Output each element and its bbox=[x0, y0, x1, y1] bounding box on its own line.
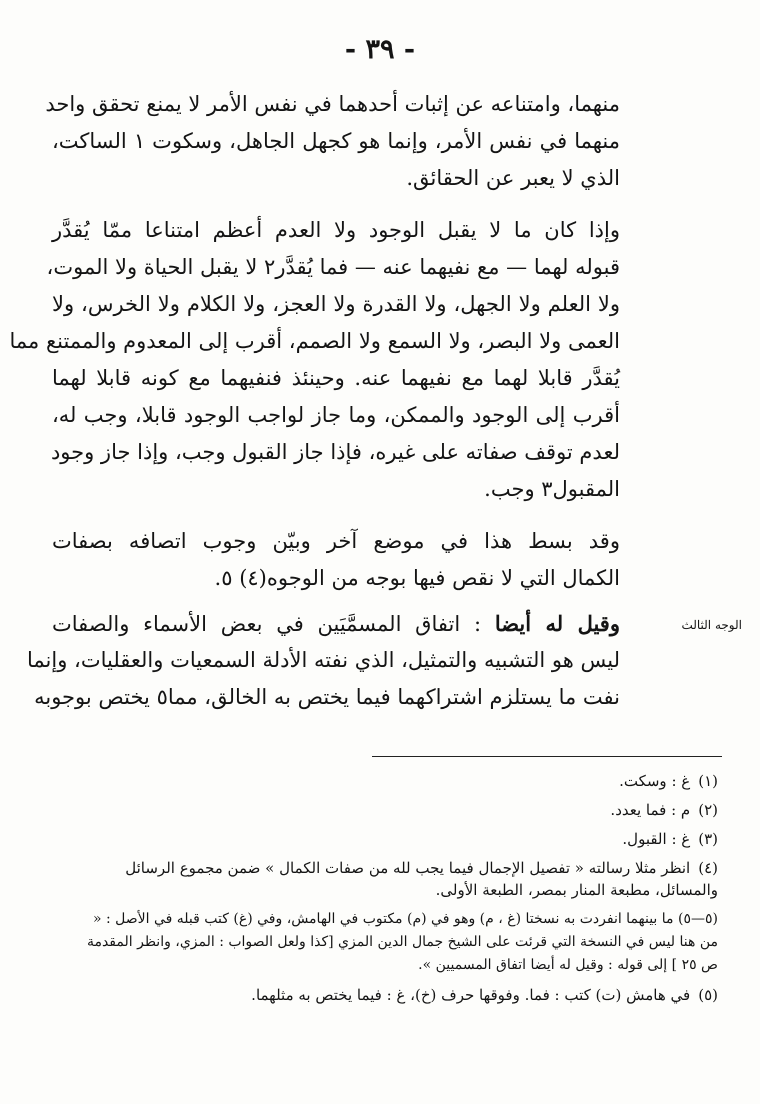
text-line bbox=[52, 605, 620, 642]
footnote-number: (٣) bbox=[698, 830, 718, 848]
text-line: لعدم توقف صفاته على غيره، فإذا جاز القبول وجب، وإذا جاز وجود bbox=[50, 440, 620, 464]
footnote-item bbox=[78, 828, 718, 850]
footnote-item bbox=[78, 984, 718, 1006]
text-line: المقبول٣ وجب. bbox=[484, 477, 620, 501]
text-line: وإذا كان ما لا يقبل الوجود ولا العدم أعظم امتناعا ممّا يُقدَّر bbox=[52, 218, 620, 242]
text-line-rest: : اتفاق المسمَّيَين في بعض الأسماء والصفات bbox=[52, 612, 482, 636]
margin-note: الوجه الثالث bbox=[681, 618, 742, 632]
text-line: العمى ولا البصر، ولا السمع ولا الصمم، أقرب إلى المعدوم والممتنع مما bbox=[9, 329, 620, 353]
text-line: قبوله لهما — مع نفيهما عنه — فما يُقدَّر٢ لا يقبل الحياة ولا الموت، bbox=[46, 255, 620, 279]
text-line: الذي لا يعبر عن الحقائق. bbox=[406, 166, 620, 190]
text-line: منهما في نفس الأمر، وإنما هو كجهل الجاهل، وسكوت ١ الساكت، bbox=[52, 129, 620, 153]
footnote-number: (٢) bbox=[698, 801, 718, 819]
page-number: - ٣٩ - bbox=[344, 34, 416, 65]
footnote-text: غ : وسكت. bbox=[619, 772, 691, 790]
footnote-divider bbox=[372, 756, 722, 757]
footnote-number: (٤) bbox=[698, 859, 718, 877]
footnotes bbox=[78, 770, 718, 1013]
footnote-item bbox=[78, 770, 718, 792]
text-line: نفت ما يستلزم اشتراكهما فيما يختص به الخالق، مما٥ يختص بوجوبه bbox=[34, 685, 620, 709]
footnote-text: (٥—٥) ما بينهما انفردت به نسختا (غ ، م) وهو في (م) مكتوب في الهامش، وفي (غ) كتب قبله في الأصل : « من هنا ليس في النسخة التي قرئت على الشيخ جمال الدين المزي [كذا ولعل الصواب : المزي، وانظر المقدمة ص ٢٥ ] إلى قوله : وقيل له أيضا اتفاق المسميين ». bbox=[86, 911, 718, 973]
footnote-text: في هامش (ت) كتب : فما. وفوقها حرف (خ)، غ : فيما يختص به مثلهما. bbox=[251, 986, 691, 1004]
footnote-item bbox=[78, 799, 718, 821]
text-line: ولا العلم ولا الجهل، ولا القدرة ولا العجز، ولا الكلام ولا الخرس، ولا bbox=[52, 292, 620, 316]
text-line: وقد بسط هذا في موضع آخر وبيّن وجوب اتصافه بصفات bbox=[52, 529, 620, 553]
footnote-item bbox=[78, 908, 718, 977]
text-line: الكمال التي لا نقص فيها بوجه من الوجوه(٤) ٥. bbox=[214, 566, 620, 590]
footnote-number: (٥) bbox=[698, 986, 718, 1004]
main-text bbox=[9, 86, 620, 716]
text-line: ليس هو التشبيه والتمثيل، الذي نفته الأدلة السمعيات والعقليات، وإنما bbox=[27, 648, 620, 672]
section-lead: وقيل له أيضا bbox=[494, 611, 620, 636]
footnote-text: غ : القبول. bbox=[622, 830, 691, 848]
text-line: أقرب إلى الوجود والممكن، وما جاز لواجب الوجود قابلا، وجب له، bbox=[52, 403, 620, 427]
footnote-number: (١) bbox=[698, 772, 718, 790]
text-line: منهما، وامتناعه عن إثبات أحدهما في نفس الأمر لا يمنع تحقق واحد bbox=[45, 92, 620, 116]
footnote-text: انظر مثلا رسالته « تفصيل الإجمال فيما يجب لله من صفات الكمال » ضمن مجموع الرسائل والمسائل، مطبعة المنار بمصر، الطبعة الأولى. bbox=[125, 859, 718, 899]
text-line: يُقدَّر قابلا لهما مع نفيهما عنه. وحينئذ فنفيهما مع كونه قابلا لهما bbox=[52, 366, 620, 390]
footnote-text: م : فما يعدد. bbox=[610, 801, 691, 819]
footnote-item bbox=[78, 857, 718, 901]
